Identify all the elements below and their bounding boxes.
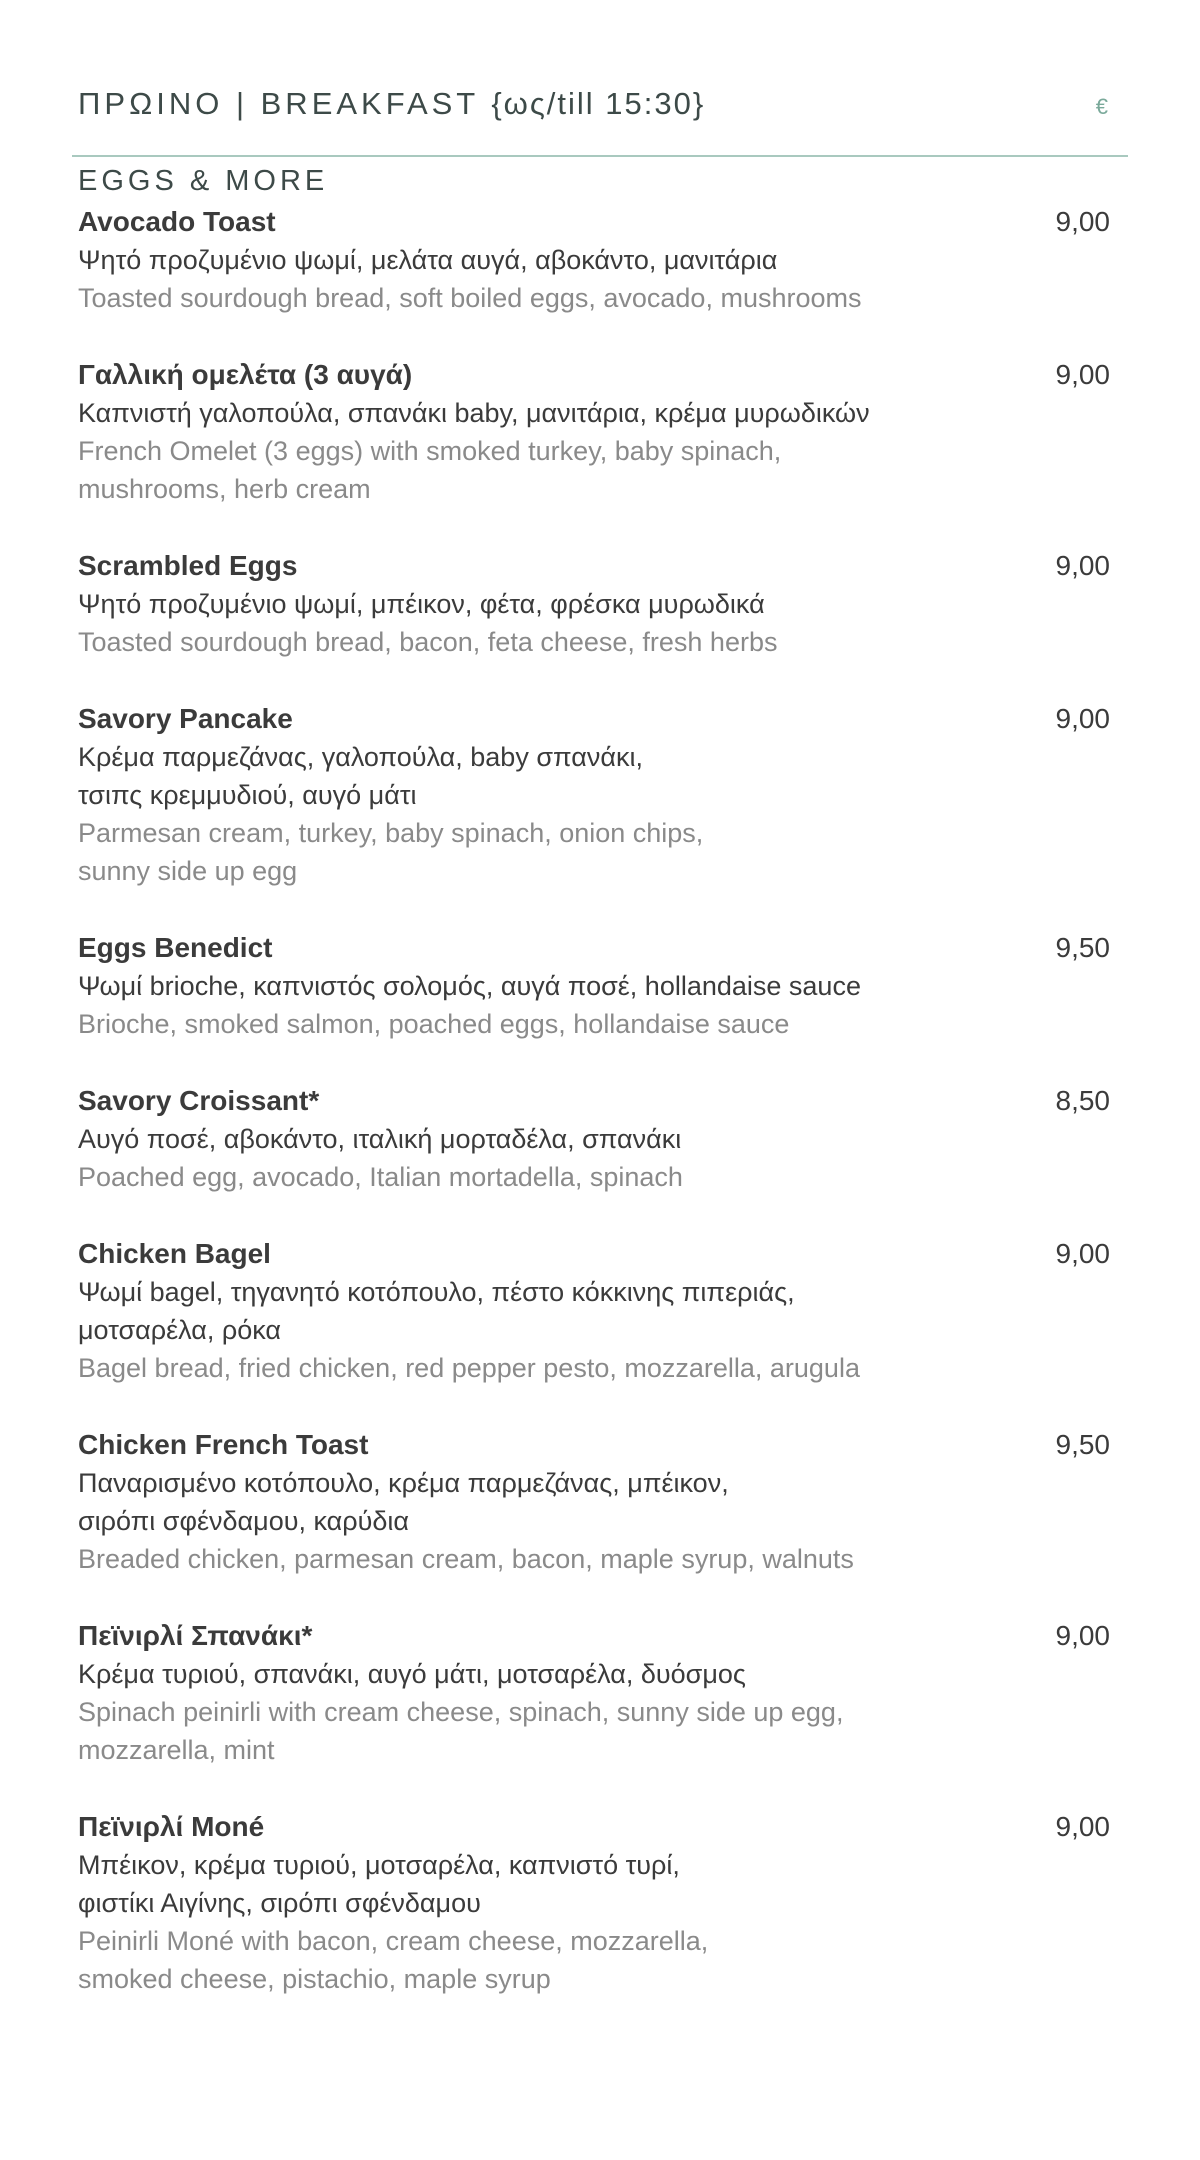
menu-item [78, 355, 1110, 508]
menu-item-description-greek: μοτσαρέλα, ρόκα [78, 1315, 282, 1345]
menu-item-description-greek: Ψωμί brioche, καπνιστός σολομός, αυγά ποσέ, hollandaise sauce [78, 971, 861, 1001]
menu-item-description-greek: Αυγό ποσέ, αβοκάντο, ιταλική μορταδέλα, σπανάκι [78, 1124, 682, 1154]
menu-item-description-greek: Παναρισμένο κοτόπουλο, κρέμα παρμεζάνας, μπέικον, [78, 1468, 729, 1498]
menu-item-description-english: Spinach peinirli with cream cheese, spinach, sunny side up egg, [78, 1697, 844, 1727]
menu-item-name: Γαλλική ομελέτα (3 αυγά) [78, 359, 413, 390]
menu-item-name: Scrambled Eggs [78, 550, 298, 581]
menu-item-header [78, 1616, 1110, 1655]
menu-item-price: 9,00 [1055, 206, 1110, 237]
menu-item-header [78, 928, 1110, 967]
menu-item [78, 699, 1110, 890]
menu-item-description-greek: Ψητό προζυμένιο ψωμί, μπέικον, φέτα, φρέσκα μυρωδικά [78, 589, 765, 619]
menu-item [78, 1807, 1110, 1998]
menu-item-header [78, 1234, 1110, 1273]
menu-item-header [78, 1425, 1110, 1464]
menu-item-description-english: Toasted sourdough bread, bacon, feta cheese, fresh herbs [78, 627, 778, 657]
menu-item [78, 546, 1110, 661]
menu-item-description-english: French Omelet (3 eggs) with smoked turkey, baby spinach, [78, 436, 782, 466]
menu-item-name: Chicken French Toast [78, 1429, 369, 1460]
menu-item-name: Chicken Bagel [78, 1238, 271, 1269]
menu-item-name: Πεϊνιρλί Μoné [78, 1811, 265, 1842]
menu-item-header [78, 1807, 1110, 1846]
menu-item-price: 8,50 [1055, 1085, 1110, 1116]
menu-item-description-english: Poached egg, avocado, Italian mortadella, spinach [78, 1162, 683, 1192]
menu-item-description-greek: σιρόπι σφένδαμου, καρύδια [78, 1506, 410, 1536]
menu-item-header [78, 699, 1110, 738]
menu-item-name: Eggs Benedict [78, 932, 273, 963]
section-title: EGGS & MORE [78, 165, 329, 197]
menu-item [78, 928, 1110, 1043]
menu-item-description-english: Bagel bread, fried chicken, red pepper pesto, mozzarella, arugula [78, 1353, 860, 1383]
menu-title-main: ΠΡΩΙΝΟ | BREAKFAST [78, 86, 479, 121]
menu-item-name: Πεϊνιρλί Σπανάκι* [78, 1620, 313, 1651]
menu-item [78, 1081, 1110, 1196]
menu-item [78, 1616, 1110, 1769]
menu-item-price: 9,00 [1055, 1238, 1110, 1269]
header-divider [72, 155, 1128, 157]
menu-item-name: Savory Croissant* [78, 1085, 320, 1116]
menu-item-header [78, 1081, 1110, 1120]
menu-item-description-english: mozzarella, mint [78, 1735, 275, 1765]
menu-item-description-greek: φιστίκι Αιγίνης, σιρόπι σφένδαμου [78, 1888, 481, 1918]
menu-title-hours: {ως/till 15:30} [491, 86, 706, 121]
menu-item-description-greek: Ψωμί bagel, τηγανητό κοτόπουλο, πέστο κόκκινης πιπεριάς, [78, 1277, 795, 1307]
menu-item-price: 9,00 [1055, 359, 1110, 390]
menu-item-description-english: Brioche, smoked salmon, poached eggs, hollandaise sauce [78, 1009, 790, 1039]
menu-item-header [78, 202, 1110, 241]
menu-item-description-english: mushrooms, herb cream [78, 474, 371, 504]
menu-item-description-english: Parmesan cream, turkey, baby spinach, onion chips, [78, 818, 704, 848]
menu-item-description-english: sunny side up egg [78, 856, 298, 886]
menu-item-description-english: Peinirli Moné with bacon, cream cheese, mozzarella, [78, 1926, 709, 1956]
menu-item-price: 9,50 [1055, 1429, 1110, 1460]
menu-item-description-greek: Κρέμα τυριού, σπανάκι, αυγό μάτι, μοτσαρέλα, δυόσμος [78, 1659, 746, 1689]
menu-title [78, 86, 705, 122]
menu-item-price: 9,00 [1055, 1811, 1110, 1842]
menu-item-description-english: Toasted sourdough bread, soft boiled eggs, avocado, mushrooms [78, 283, 862, 313]
currency-symbol: € [1095, 94, 1108, 119]
menu-item [78, 1234, 1110, 1387]
menu-item-description-english: smoked cheese, pistachio, maple syrup [78, 1964, 551, 1994]
menu-item-description-greek: Μπέικον, κρέμα τυριού, μοτσαρέλα, καπνιστό τυρί, [78, 1850, 680, 1880]
menu-item-description-greek: τσιπς κρεμμυδιού, αυγό μάτι [78, 780, 417, 810]
menu-item [78, 1425, 1110, 1578]
menu-item-description-greek: Καπνιστή γαλοπούλα, σπανάκι baby, μανιτάρια, κρέμα μυρωδικών [78, 398, 870, 428]
menu-item-price: 9,50 [1055, 932, 1110, 963]
menu-items-list [78, 202, 1110, 2036]
menu-item-description-greek: Ψητό προζυμένιο ψωμί, μελάτα αυγά, αβοκάντο, μανιτάρια [78, 245, 778, 275]
menu-item-price: 9,00 [1055, 703, 1110, 734]
menu-item-description-english: Breaded chicken, parmesan cream, bacon, maple syrup, walnuts [78, 1544, 854, 1574]
menu-item-price: 9,00 [1055, 550, 1110, 581]
menu-item-price: 9,00 [1055, 1620, 1110, 1651]
menu-item-description-greek: Κρέμα παρμεζάνας, γαλοπούλα, baby σπανάκι, [78, 742, 643, 772]
menu-header [78, 86, 1110, 130]
menu-item-name: Savory Pancake [78, 703, 293, 734]
menu-item-header [78, 355, 1110, 394]
menu-item [78, 202, 1110, 317]
menu-item-header [78, 546, 1110, 585]
menu-item-name: Avocado Toast [78, 206, 276, 237]
